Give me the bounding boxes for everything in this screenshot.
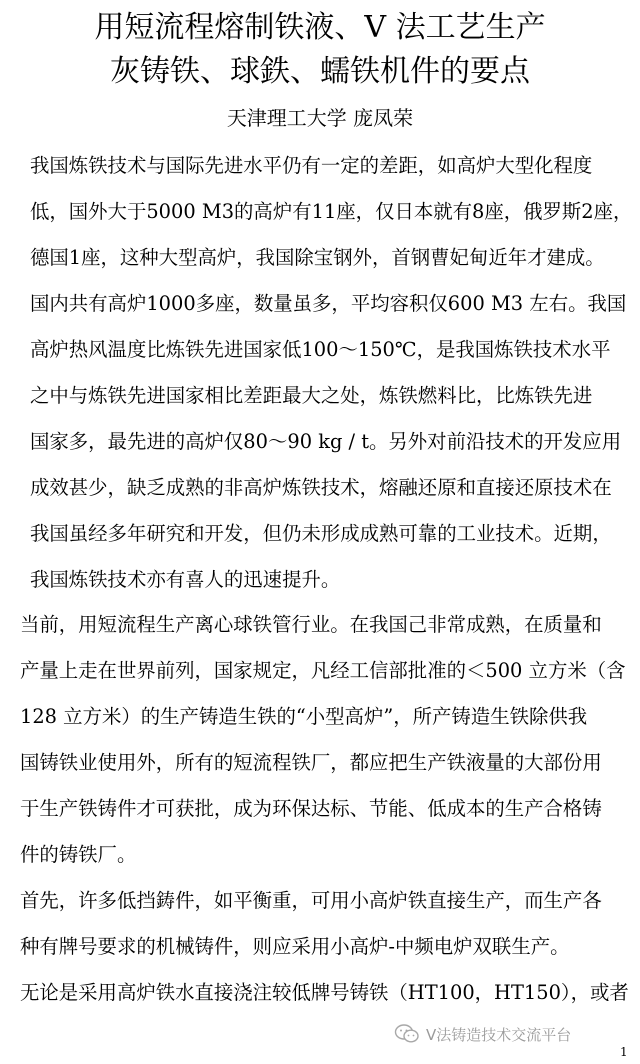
watermark-text: V法铸造技术交流平台: [426, 1025, 572, 1044]
watermark: [394, 1022, 630, 1046]
page-number: 1: [620, 1045, 628, 1059]
text-line: 件的铸铁厂。: [20, 843, 137, 866]
text-line: 国家多，最先进的高炉仅80～90 kg / t。另外对前沿技术的开发应用: [30, 430, 622, 453]
text-line: 国内共有高炉1000多座，数量虽多，平均容积仅600 M3 左右。我国: [30, 292, 627, 315]
text-line: 128 立方米）的生产铸造生铁的“小型高炉”，所产铸造生铁除供我: [20, 705, 588, 728]
text-line: 低，国外大于5000 M3的高炉有11座，仅日本就有8座，俄罗斯2座，: [30, 200, 633, 223]
text-line: 国铸铁业使用外，所有的短流程铁厂，都应把生产铁液量的大部份用: [20, 751, 602, 774]
wechat-icon: [394, 1023, 420, 1045]
title-line-2: 灰铸铁、球鉄、蠕铁机件的要点: [110, 54, 530, 89]
text-line: 成效甚少，缺乏成熟的非高炉炼铁技术，熔融还原和直接还原技术在: [30, 476, 612, 499]
text-line: 之中与炼铁先进国家相比差距最大之处，炼铁燃料比，比炼铁先进: [30, 384, 593, 407]
text-line: 当前，用短流程生产离心球铁管行业。在我国己非常成熟，在质量和: [20, 613, 602, 636]
text-line: 德国1座，这种大型高炉，我国除宝钢外，首钢曹妃甸近年才建成。: [30, 246, 605, 269]
text-line: 我国炼铁技术亦有喜人的迅速提升。: [30, 568, 341, 591]
text-line: 种有牌号要求的机械铸件，则应采用小高炉-中频电炉双联生产。: [20, 935, 570, 958]
text-line: 无论是采用高炉铁水直接浇注较低牌号铸铁（HT100，HT150），或者: [20, 981, 629, 1004]
title-line-1: 用短流程熔制铁液、V 法工艺生产: [94, 10, 546, 45]
text-line: 产量上走在世界前列，国家规定，凡经工信部批准的＜500 立方米（含: [20, 659, 626, 682]
author-line: 天津理工大学 庞凤荣: [226, 106, 414, 130]
text-line: 高炉热风温度比炼铁先进国家低100～150℃，是我国炼铁技术水平: [30, 338, 611, 361]
text-line: 首先，许多低挡鋳件，如平衡重，可用小高炉铁直接生产，而生产各: [20, 889, 602, 912]
text-line: 于生产铁铸件才可获批，成为环保达标、节能、低成本的生产合格铸: [20, 797, 602, 820]
text-line: 我国虽经多年研究和开发，但仍未形成成熟可靠的工业技术。近期，: [30, 522, 612, 545]
text-line: 我国炼铁技术与国际先进水平仍有一定的差距，如高炉大型化程度: [30, 154, 593, 177]
